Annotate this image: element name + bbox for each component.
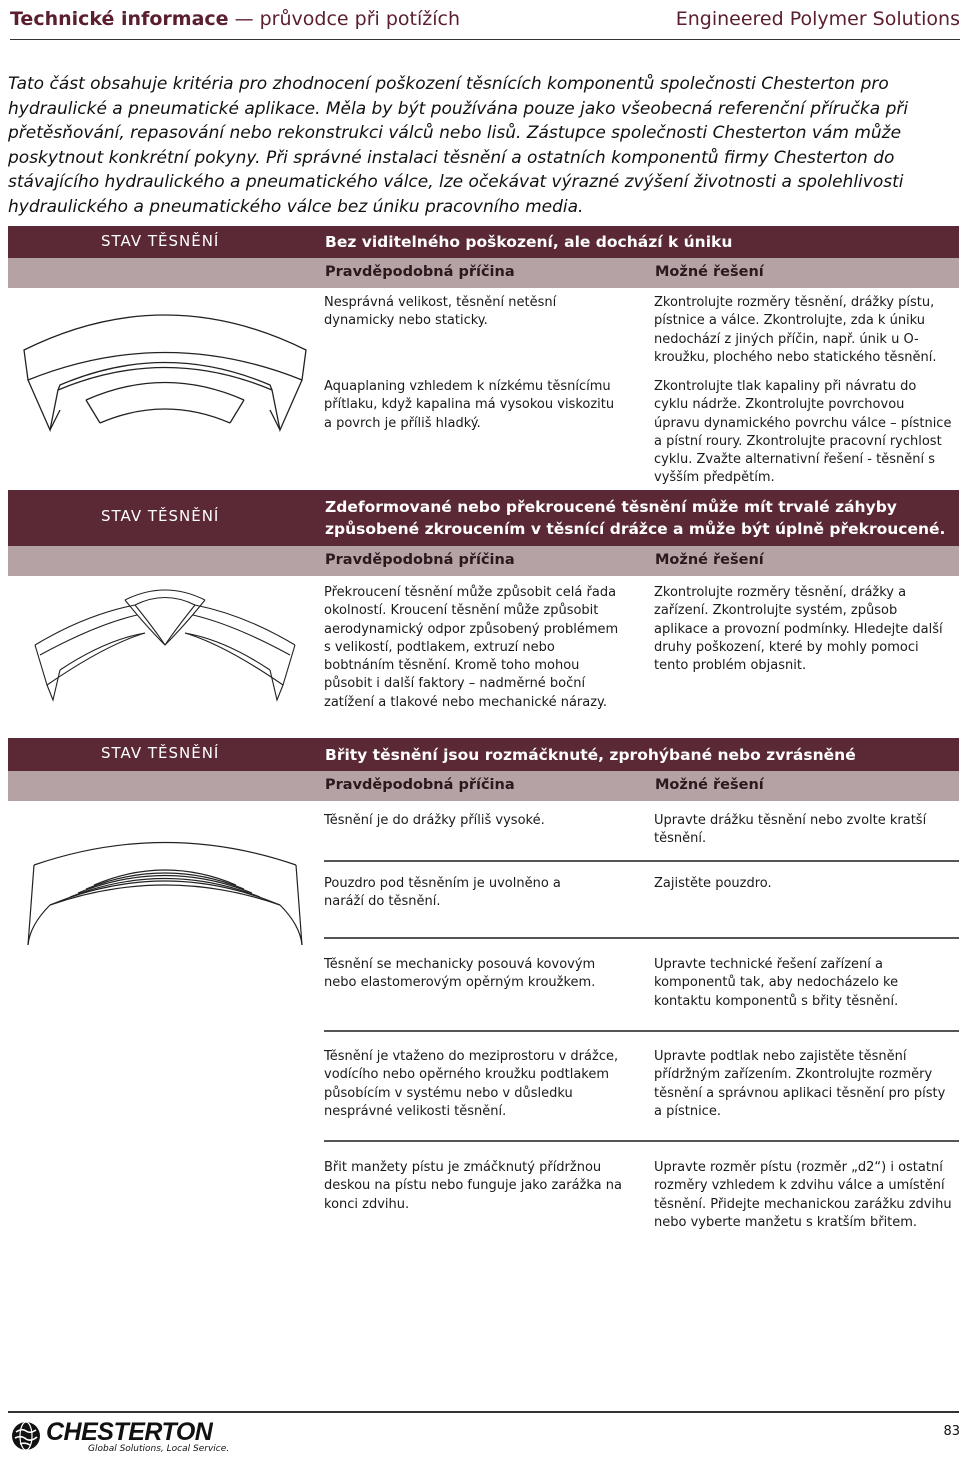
cause-text: Břit manžety pístu je zmáčknutý přídržnou deskou na pístu nebo funguje jako zarážka na konci zdvihu. [324, 1160, 622, 1212]
section-state-label: STAV TĚSNĚNÍ [101, 507, 220, 525]
seal-illustration-undamaged [20, 295, 310, 445]
solution-text: Upravte rozměr pístu (rozměr „d2“) i ostatní rozměry vzhledem k zdvihu válce a umístění těsnění. Přidejte mechanickou zarážku zdvihu nebo vyberte manžetu s kratším břitem. [654, 1160, 952, 1230]
row-divider [324, 1030, 959, 1032]
chesterton-logo [10, 1418, 230, 1458]
cause-text: Těsnění je vtaženo do meziprostoru v drážce, vodícího nebo opěrného kroužku podtlakem působícím v systému nebo v důsledku nesprávné velikosti těsnění. [324, 1049, 619, 1119]
cause-text: Překroucení těsnění může způsobit celá řada okolností. Kroucení těsnění může způsobit aerodynamický odpor způsobený problémem s velikostí, podtlakem, extruzí nebo bobtnáním těsnění. Kromě toho mohou působit i další faktory – nadměrné boční zatížení a tlakové nebo mechanické nárazy. [324, 585, 619, 710]
row-divider [324, 937, 959, 939]
section-2-header [8, 490, 959, 546]
solution-header: Možné řešení [655, 777, 764, 793]
solution-text: Zkontrolujte tlak kapaliny při návratu do cyklu nádrže. Zkontrolujte povrchovou úpravu dynamického povrchu válce – pístnice a pístní roury. Zkontrolujte pracovní rychlost cyklu. Zvažte alternativní řešení - těsnění s vyšším předpětím. [654, 379, 952, 486]
solution-text: Upravte podtlak nebo zajistěte těsnění přídržným zařízením. Zkontrolujte rozměry těsnění a správnou aplikaci těsnění pro písty a pístnice. [654, 1049, 946, 1119]
solution-header: Možné řešení [655, 552, 764, 568]
section-description: Břity těsnění jsou rozmáčknuté, zprohýbané nebo zvrásněné [325, 746, 856, 764]
page-number: 83 [943, 1424, 960, 1439]
cause-header: Pravděpodobná příčina [325, 552, 515, 568]
section-1-header [8, 226, 959, 258]
cause-text: Pouzdro pod těsněním je uvolněno a naráží do těsnění. [324, 876, 561, 910]
cause-header: Pravděpodobná příčina [325, 777, 515, 793]
section-state-label: STAV TĚSNĚNÍ [101, 744, 220, 762]
cause-text: Těsnění je do drážky příliš vysoké. [324, 813, 545, 828]
solution-text: Upravte technické řešení zařízení a komponentů tak, aby nedocházelo ke kontaktu komponentů s břity těsnění. [654, 957, 899, 1009]
seal-illustration-crushed-lips [20, 825, 310, 950]
row-divider [324, 860, 959, 862]
footer-divider [8, 1411, 959, 1413]
solution-text: Zajistěte pouzdro. [654, 876, 772, 891]
section-3-header [8, 738, 959, 771]
solution-text: Zkontrolujte rozměry těsnění, drážky a zařízení. Zkontrolujte systém, způsob aplikace a provozní podmínky. Hledejte další druhy poškození, které by mohly pomoci tento problém objasnit. [654, 585, 943, 674]
page-header [10, 6, 960, 40]
section-description: Bez viditelného poškození, ale dochází k úniku [325, 233, 733, 251]
row-divider [324, 1140, 959, 1142]
section-state-label: STAV TĚSNĚNÍ [101, 232, 220, 250]
page-title: Technické informace — průvodce při potížích [10, 8, 460, 30]
cause-text: Těsnění se mechanicky posouvá kovovým nebo elastomerovým opěrným kroužkem. [324, 957, 596, 991]
globe-icon [10, 1420, 42, 1452]
solution-text: Zkontrolujte rozměry těsnění, drážky pístu, pístnice a válce. Zkontrolujte, zda k úniku nedochází z jiných příčin, např. únik u O-kroužku, plochého nebo statického těsnění. [654, 295, 937, 365]
solution-header: Možné řešení [655, 264, 764, 280]
section-2-subheader [8, 546, 959, 576]
section-1-subheader [8, 258, 959, 288]
section-3-subheader [8, 771, 959, 801]
intro-paragraph: Tato část obsahuje kritéria pro zhodnocení poškození těsnících komponentů společnosti Chesterton pro hydraulické a pneumatické aplikace. Měla by být používána pouze jako všeobecná referenční příručka při přetěsňování, repasování nebo rekonstrukci válců nebo lisů. Zástupce společnosti Chesterton vám může poskytnout konkrétní pokyny. Při správné instalaci těsnění a ostatních komponentů firmy Chesterton do stávajícího hydraulického a pneumatického válce, lze očekávat výrazné zvýšení životnosti a spolehlivosti hydraulického a pneumatického válce bez úniku pracovního media. [8, 74, 909, 217]
seal-illustration-twisted [25, 585, 305, 710]
cause-text: Nesprávná velikost, těsnění netěsní dynamicky nebo staticky. [324, 295, 557, 329]
section-description: Zdeformované nebo překroucené těsnění může mít trvalé záhyby způsobené zkroucením v těsnící drážce a může být úplně překroucené. [325, 498, 946, 538]
logo-wordmark: CHESTERTON [46, 1418, 213, 1446]
solution-text: Upravte drážku těsnění nebo zvolte kratší těsnění. [654, 813, 927, 847]
logo-tagline: Global Solutions, Local Service. [88, 1444, 230, 1454]
brand-name: Engineered Polymer Solutions [675, 8, 960, 30]
cause-header: Pravděpodobná příčina [325, 264, 515, 280]
cause-text: Aquaplaning vzhledem k nízkému těsnícímu přítlaku, když kapalina má vysokou viskozitu a povrch je příliš hladký. [324, 379, 615, 431]
